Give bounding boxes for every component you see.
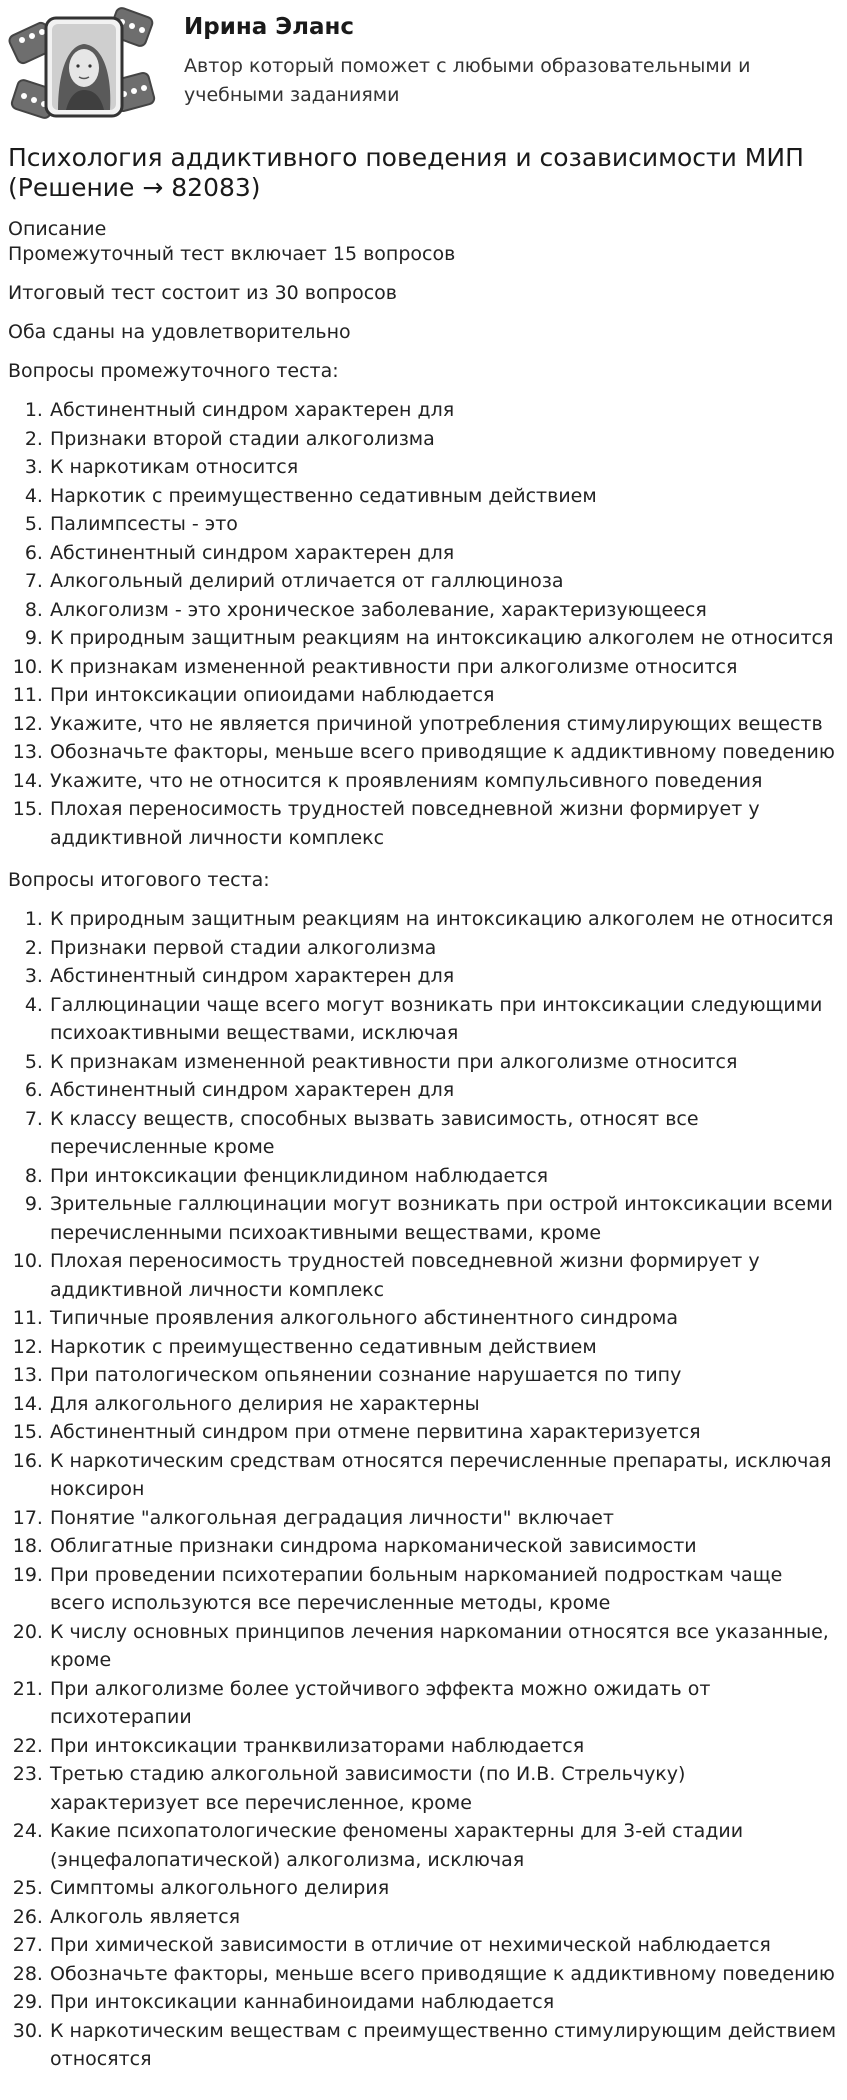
document-content: [8, 143, 840, 2074]
question-item: 25. Симптомы алкогольного делирия: [49, 1874, 840, 1903]
final-question-list: [8, 905, 840, 2074]
question-item: 2. Признаки второй стадии алкоголизма: [49, 425, 840, 454]
question-item: 10. К признакам измененной реактивности при алкоголизме относится: [49, 653, 840, 682]
question-item: 7. К классу веществ, способных вызвать зависимость, относят все перечисленные кроме: [49, 1105, 840, 1162]
question-item: 9. К природным защитным реакциям на интоксикацию алкоголем не относится: [49, 624, 840, 653]
question-item: 18. Облигатные признаки синдрома наркоманической зависимости: [49, 1532, 840, 1561]
intermediate-test-heading: Вопросы промежуточного теста:: [8, 360, 339, 382]
question-item: 15. Абстинентный синдром при отмене первитина характеризуется: [49, 1418, 840, 1447]
question-item: 30. К наркотическим веществам с преимущественно стимулирующим действием относятся: [49, 2017, 840, 2074]
question-item: 10. Плохая переносимость трудностей повседневной жизни формирует у аддиктивной личности комплекс: [49, 1247, 840, 1304]
question-item: 1. Абстинентный синдром характерен для: [49, 396, 840, 425]
question-item: 19. При проведении психотерапии больным наркоманией подросткам чаще всего используются все перечисленные методы, кроме: [49, 1561, 840, 1618]
author-bio: Автор который поможет с любыми образовательными и учебными заданиями: [184, 55, 751, 106]
question-item: 3. К наркотикам относится: [49, 453, 840, 482]
description-heading: Описание: [8, 218, 107, 240]
description-line: Оба сданы на удовлетворительно: [8, 321, 351, 343]
question-item: 7. Алкогольный делирий отличается от галлюциноза: [49, 567, 840, 596]
question-item: 15. Плохая переносимость трудностей повседневной жизни формирует у аддиктивной личности комплекс: [49, 795, 840, 852]
question-item: 20. К числу основных принципов лечения наркомании относятся все указанные, кроме: [49, 1618, 840, 1675]
question-item: 4. Галлюцинации чаще всего могут возникать при интоксикации следующими психоактивными веществами, исключая: [49, 991, 840, 1048]
question-item: 13. Обозначьте факторы, меньше всего приводящие к аддиктивному поведению: [49, 738, 840, 767]
question-item: 3. Абстинентный синдром характерен для: [49, 962, 840, 991]
final-test-heading: Вопросы итогового теста:: [8, 869, 270, 891]
question-item: 21. При алкоголизме более устойчивого эффекта можно ожидать от психотерапии: [49, 1675, 840, 1732]
question-item: 28. Обозначьте факторы, меньше всего приводящие к аддиктивному поведению: [49, 1960, 840, 1989]
question-item: 5. К признакам измененной реактивности при алкоголизме относится: [49, 1048, 840, 1077]
author-card: [8, 6, 838, 126]
question-item: 13. При патологическом опьянении сознание нарушается по типу: [49, 1361, 840, 1390]
question-item: 9. Зрительные галлюцинации могут возникать при острой интоксикации всеми перечисленными психоактивными веществами, кроме: [49, 1190, 840, 1247]
question-item: 6. Абстинентный синдром характерен для: [49, 1076, 840, 1105]
question-item: 29. При интоксикации каннабиноидами наблюдается: [49, 1988, 840, 2017]
question-item: 14. Для алкогольного делирия не характерны: [49, 1390, 840, 1419]
question-item: 6. Абстинентный синдром характерен для: [49, 539, 840, 568]
question-item: 17. Понятие "алкогольная деградация личности" включает: [49, 1504, 840, 1533]
description-line: Промежуточный тест включает 15 вопросов: [8, 243, 456, 265]
question-item: 12. Укажите, что не является причиной употребления стимулирующих веществ: [49, 710, 840, 739]
question-item: 2. Признаки первой стадии алкоголизма: [49, 934, 840, 963]
question-item: 24. Какие психопатологические феномены характерны для 3-ей стадии (энцефалопатической) алкоголизма, исключая: [49, 1817, 840, 1874]
question-item: 11. При интоксикации опиоидами наблюдается: [49, 681, 840, 710]
intermediate-question-list: [8, 396, 840, 852]
question-item: 1. К природным защитным реакциям на интоксикацию алкоголем не относится: [49, 905, 840, 934]
description-line: Итоговый тест состоит из 30 вопросов: [8, 282, 397, 304]
author-name[interactable]: Ирина Эланс: [184, 14, 355, 40]
question-item: 8. При интоксикации фенциклидином наблюдается: [49, 1162, 840, 1191]
question-item: 16. К наркотическим средствам относятся перечисленные препараты, исключая ноксирон: [49, 1447, 840, 1504]
question-item: 27. При химической зависимости в отличие от нехимической наблюдается: [49, 1931, 840, 1960]
question-item: 12. Наркотик с преимущественно седативным действием: [49, 1333, 840, 1362]
question-item: 26. Алкоголь является: [49, 1903, 840, 1932]
question-item: 8. Алкоголизм - это хроническое заболевание, характеризующееся: [49, 596, 840, 625]
question-item: 22. При интоксикации транквилизаторами наблюдается: [49, 1732, 840, 1761]
question-item: 5. Палимпсесты - это: [49, 510, 840, 539]
question-item: 14. Укажите, что не относится к проявлениям компульсивного поведения: [49, 767, 840, 796]
question-item: 4. Наркотик с преимущественно седативным действием: [49, 482, 840, 511]
question-item: 11. Типичные проявления алкогольного абстинентного синдрома: [49, 1304, 840, 1333]
page-title: Психология аддиктивного поведения и созависимости МИП (Решение → 82083): [8, 143, 804, 202]
author-avatar[interactable]: [8, 6, 158, 126]
question-item: 23. Третью стадию алкогольной зависимости (по И.В. Стрельчуку) характеризует все перечисленное, кроме: [49, 1760, 840, 1817]
